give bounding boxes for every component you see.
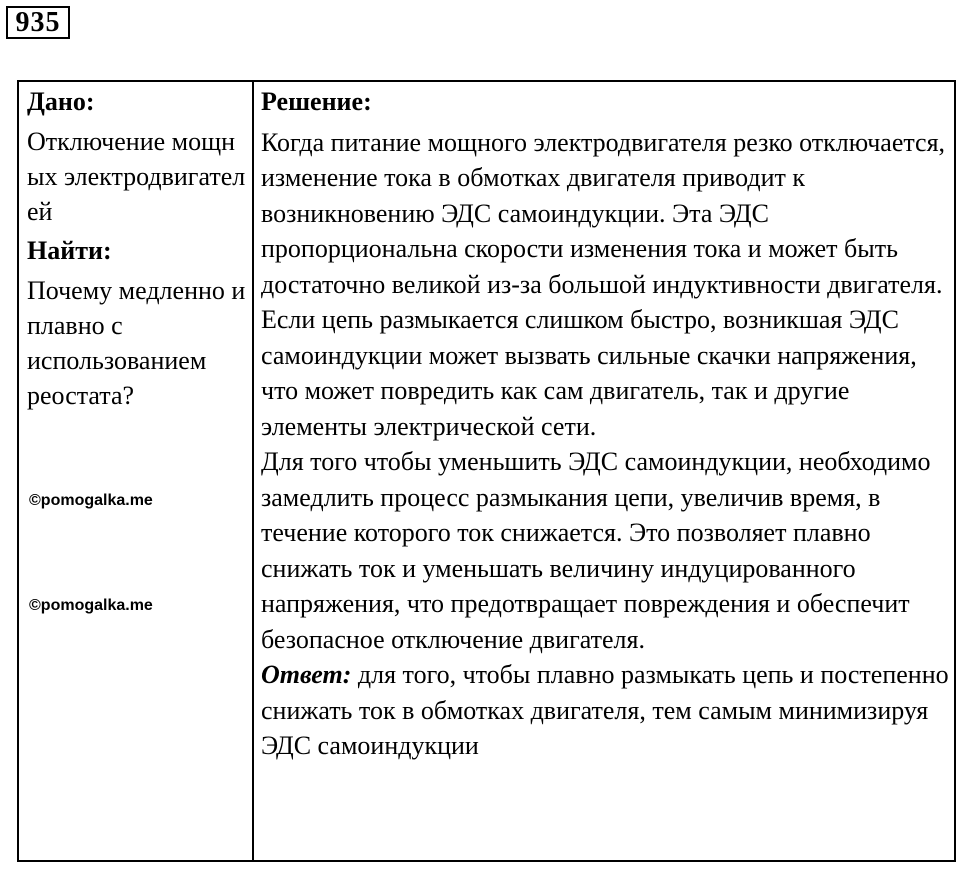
solution-body bbox=[261, 125, 951, 764]
answer-paragraph bbox=[261, 657, 951, 764]
watermark: ©pomogalka.me bbox=[29, 597, 153, 614]
given-text: Отключение мощных электродвигателей bbox=[27, 127, 246, 226]
column-divider bbox=[252, 82, 254, 860]
find-heading: Найти: bbox=[27, 236, 112, 265]
solution-paragraph: Когда питание мощного электродвигателя резко отключается, изменение тока в обмотках двигателя приводит к возникновению ЭДС самоиндукции. Эта ЭДС пропорциональна скорости изменения тока и может быть достаточно великой из-за большой индуктивности двигателя. Если цепь размыкается слишком быстро, возникшая ЭДС самоиндукции может вызвать сильные скачки напряжения, что может повредить как сам двигатель, так и другие элементы электрической сети. bbox=[261, 127, 946, 441]
given-heading: Дано: bbox=[27, 87, 95, 116]
solution-paragraph: Для того чтобы уменьшить ЭДС самоиндукции, необходимо замедлить процесс размыкания цепи, увеличив время, в течение которого ток снижается. Это позволяет плавно снижать ток и уменьшать величину индуцированного напряжения, что предотвращает повреждения и обеспечит безопасное отключение двигателя. bbox=[261, 447, 931, 654]
answer-text: для того, чтобы плавно размыкать цепь и постепенно снижать ток в обмотках двигателя, тем самым минимизируя ЭДС самоиндукции bbox=[261, 660, 949, 760]
find-text: Почему медленно и плавно с использованием реостата? bbox=[27, 276, 246, 410]
solution-column bbox=[261, 84, 951, 764]
answer-label: Ответ: bbox=[261, 660, 352, 689]
given-column bbox=[27, 84, 249, 413]
problem-number: 935 bbox=[6, 6, 70, 39]
solution-table bbox=[17, 80, 956, 862]
watermark: ©pomogalka.me bbox=[29, 492, 153, 509]
solution-heading: Решение: bbox=[261, 87, 372, 116]
